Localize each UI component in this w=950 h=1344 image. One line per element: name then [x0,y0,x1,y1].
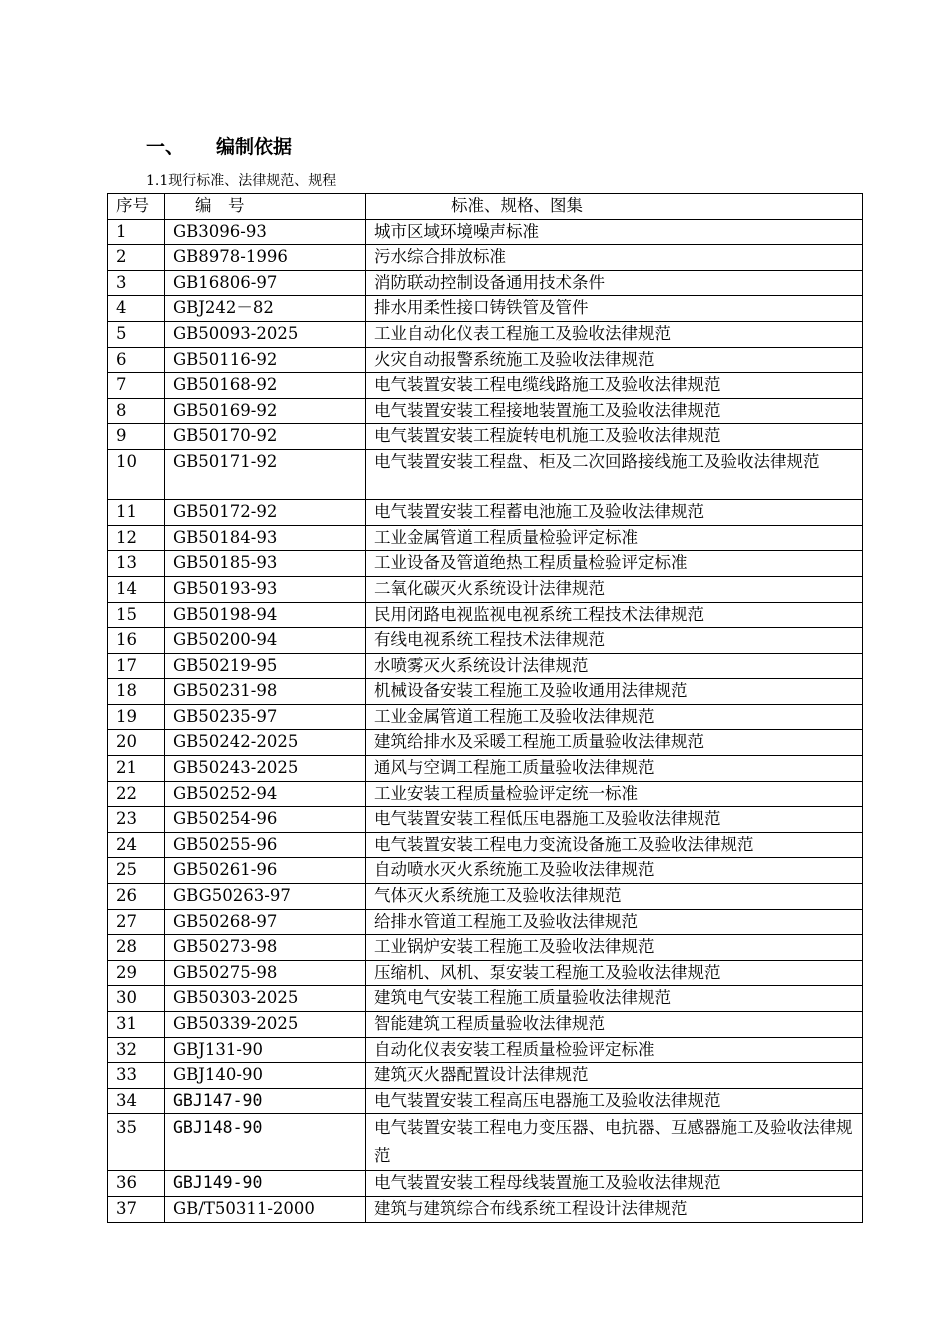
row-code: GB50171-92 [165,449,366,499]
row-number: 22 [108,781,165,807]
standards-table [107,193,863,1223]
row-code: GBJ148-90 [165,1114,366,1171]
row-number: 13 [108,551,165,577]
row-number: 11 [108,500,165,526]
row-name: 建筑灭火器配置设计法律规范 [366,1063,863,1089]
row-name: 机械设备安装工程施工及验收通用法律规范 [366,679,863,705]
table-row [108,1088,863,1114]
row-number: 31 [108,1012,165,1038]
row-number: 1 [108,219,165,245]
row-name: 电气装置安装工程电力变压器、电抗器、互感器施工及验收法律规范 [366,1114,863,1171]
row-code: GB50275-98 [165,960,366,986]
row-name: 电气装置安装工程母线装置施工及验收法律规范 [366,1171,863,1197]
table-row [108,500,863,526]
table-row [108,373,863,399]
row-number: 5 [108,321,165,347]
row-number: 36 [108,1171,165,1197]
row-code: GB50172-92 [165,500,366,526]
row-number: 14 [108,576,165,602]
row-code: GB50219-95 [165,653,366,679]
row-number: 3 [108,270,165,296]
row-code: GBJ131-90 [165,1037,366,1063]
row-name: 建筑与建筑综合布线系统工程设计法律规范 [366,1196,863,1222]
row-number: 30 [108,986,165,1012]
row-number: 21 [108,756,165,782]
table-row [108,398,863,424]
row-code: GBJ149-90 [165,1171,366,1197]
row-number: 28 [108,935,165,961]
row-name: 自动化仪表安装工程质量检验评定标准 [366,1037,863,1063]
row-number: 19 [108,704,165,730]
row-code: GB50235-97 [165,704,366,730]
row-code: GB50243-2025 [165,756,366,782]
row-code: GB50273-98 [165,935,366,961]
row-code: GB50255-96 [165,832,366,858]
row-name: 工业锅炉安装工程施工及验收法律规范 [366,935,863,961]
row-code: GB50198-94 [165,602,366,628]
row-name: 有线电视系统工程技术法律规范 [366,628,863,654]
table-row [108,1196,863,1222]
row-number: 26 [108,884,165,910]
table-row [108,653,863,679]
row-name: 工业金属管道工程施工及验收法律规范 [366,704,863,730]
row-code: GB50231-98 [165,679,366,705]
row-name: 电气装置安装工程蓄电池施工及验收法律规范 [366,500,863,526]
row-number: 7 [108,373,165,399]
row-number: 15 [108,602,165,628]
row-code: GBJ147-90 [165,1088,366,1114]
row-name: 气体灭火系统施工及验收法律规范 [366,884,863,910]
table-row [108,781,863,807]
table-row [108,602,863,628]
row-number: 17 [108,653,165,679]
table-row [108,858,863,884]
row-number: 35 [108,1114,165,1171]
row-name: 电气装置安装工程盘、柜及二次回路接线施工及验收法律规范 [366,449,863,499]
table-row [108,449,863,499]
table-caption: 1.1现行标准、法律规范、规程 [146,173,337,189]
table-row [108,270,863,296]
row-code: GBG50263-97 [165,884,366,910]
row-code: GB50184-93 [165,525,366,551]
row-name: 电气装置安装工程电力变流设备施工及验收法律规范 [366,832,863,858]
row-name: 通风与空调工程施工质量验收法律规范 [366,756,863,782]
row-name: 二氧化碳灭火系统设计法律规范 [366,576,863,602]
row-name: 电气装置安装工程接地装置施工及验收法律规范 [366,398,863,424]
table-row [108,832,863,858]
table-row [108,576,863,602]
row-name: 污水综合排放标准 [366,245,863,271]
table-row [108,730,863,756]
row-number: 2 [108,245,165,271]
row-code: GB50268-97 [165,909,366,935]
table-row [108,884,863,910]
row-name: 建筑给排水及采暖工程施工质量验收法律规范 [366,730,863,756]
table-row [108,1171,863,1197]
row-number: 8 [108,398,165,424]
row-number: 23 [108,807,165,833]
row-number: 18 [108,679,165,705]
row-name: 消防联动控制设备通用技术条件 [366,270,863,296]
row-name: 电气装置安装工程电缆线路施工及验收法律规范 [366,373,863,399]
row-code: GB50193-93 [165,576,366,602]
row-code: GB/T50311-2000 [165,1196,366,1222]
row-name: 排水用柔性接口铸铁管及管件 [366,296,863,322]
row-number: 32 [108,1037,165,1063]
header-name: 标准、规格、图集 [366,194,863,220]
row-code: GBJ242－82 [165,296,366,322]
row-name: 工业自动化仪表工程施工及验收法律规范 [366,321,863,347]
row-number: 20 [108,730,165,756]
section-number: 一、 [146,136,185,158]
table-row [108,935,863,961]
row-code: GB50168-92 [165,373,366,399]
table-row [108,1037,863,1063]
row-code: GB50254-96 [165,807,366,833]
row-name: 压缩机、风机、泵安装工程施工及验收法律规范 [366,960,863,986]
section-title: 编制依据 [216,136,293,158]
table-row [108,756,863,782]
header-code: 编 号 [165,194,366,220]
table-row [108,321,863,347]
row-number: 37 [108,1196,165,1222]
row-name: 电气装置安装工程低压电器施工及验收法律规范 [366,807,863,833]
table-header-row [108,194,863,220]
row-name: 建筑电气安装工程施工质量验收法律规范 [366,986,863,1012]
table-row [108,296,863,322]
table-row [108,628,863,654]
table-row [108,424,863,450]
row-code: GB50169-92 [165,398,366,424]
row-number: 24 [108,832,165,858]
section-heading [146,132,292,162]
row-name: 工业安装工程质量检验评定统一标准 [366,781,863,807]
row-code: GB50093-2025 [165,321,366,347]
row-name: 城市区域环境噪声标准 [366,219,863,245]
row-name: 火灾自动报警系统施工及验收法律规范 [366,347,863,373]
row-number: 25 [108,858,165,884]
table-row [108,807,863,833]
header-no: 序号 [108,194,165,220]
row-name: 民用闭路电视监视电视系统工程技术法律规范 [366,602,863,628]
table-row [108,986,863,1012]
row-number: 6 [108,347,165,373]
table-row [108,347,863,373]
table-row [108,525,863,551]
table-row [108,679,863,705]
row-number: 10 [108,449,165,499]
row-name: 电气装置安装工程旋转电机施工及验收法律规范 [366,424,863,450]
row-code: GB3096-93 [165,219,366,245]
table-row [108,909,863,935]
table-row [108,1012,863,1038]
table-row [108,1114,863,1171]
row-name: 给排水管道工程施工及验收法律规范 [366,909,863,935]
row-name: 电气装置安装工程高压电器施工及验收法律规范 [366,1088,863,1114]
row-code: GB50170-92 [165,424,366,450]
row-number: 27 [108,909,165,935]
row-code: GB16806-97 [165,270,366,296]
row-name: 智能建筑工程质量验收法律规范 [366,1012,863,1038]
row-name: 自动喷水灭火系统施工及验收法律规范 [366,858,863,884]
table-row [108,219,863,245]
row-code: GB8978-1996 [165,245,366,271]
row-name: 工业金属管道工程质量检验评定标准 [366,525,863,551]
row-number: 16 [108,628,165,654]
table-row [108,245,863,271]
row-number: 34 [108,1088,165,1114]
row-code: GB50339-2025 [165,1012,366,1038]
row-code: GB50242-2025 [165,730,366,756]
row-number: 33 [108,1063,165,1089]
row-code: GB50252-94 [165,781,366,807]
row-number: 4 [108,296,165,322]
row-number: 12 [108,525,165,551]
row-code: GB50200-94 [165,628,366,654]
table-row [108,704,863,730]
row-code: GB50261-96 [165,858,366,884]
table-row [108,960,863,986]
row-code: GB50303-2025 [165,986,366,1012]
row-code: GB50116-92 [165,347,366,373]
table-row [108,551,863,577]
table-row [108,1063,863,1089]
row-name: 工业设备及管道绝热工程质量检验评定标准 [366,551,863,577]
row-number: 9 [108,424,165,450]
row-name: 水喷雾灭火系统设计法律规范 [366,653,863,679]
row-number: 29 [108,960,165,986]
row-code: GBJ140-90 [165,1063,366,1089]
row-code: GB50185-93 [165,551,366,577]
